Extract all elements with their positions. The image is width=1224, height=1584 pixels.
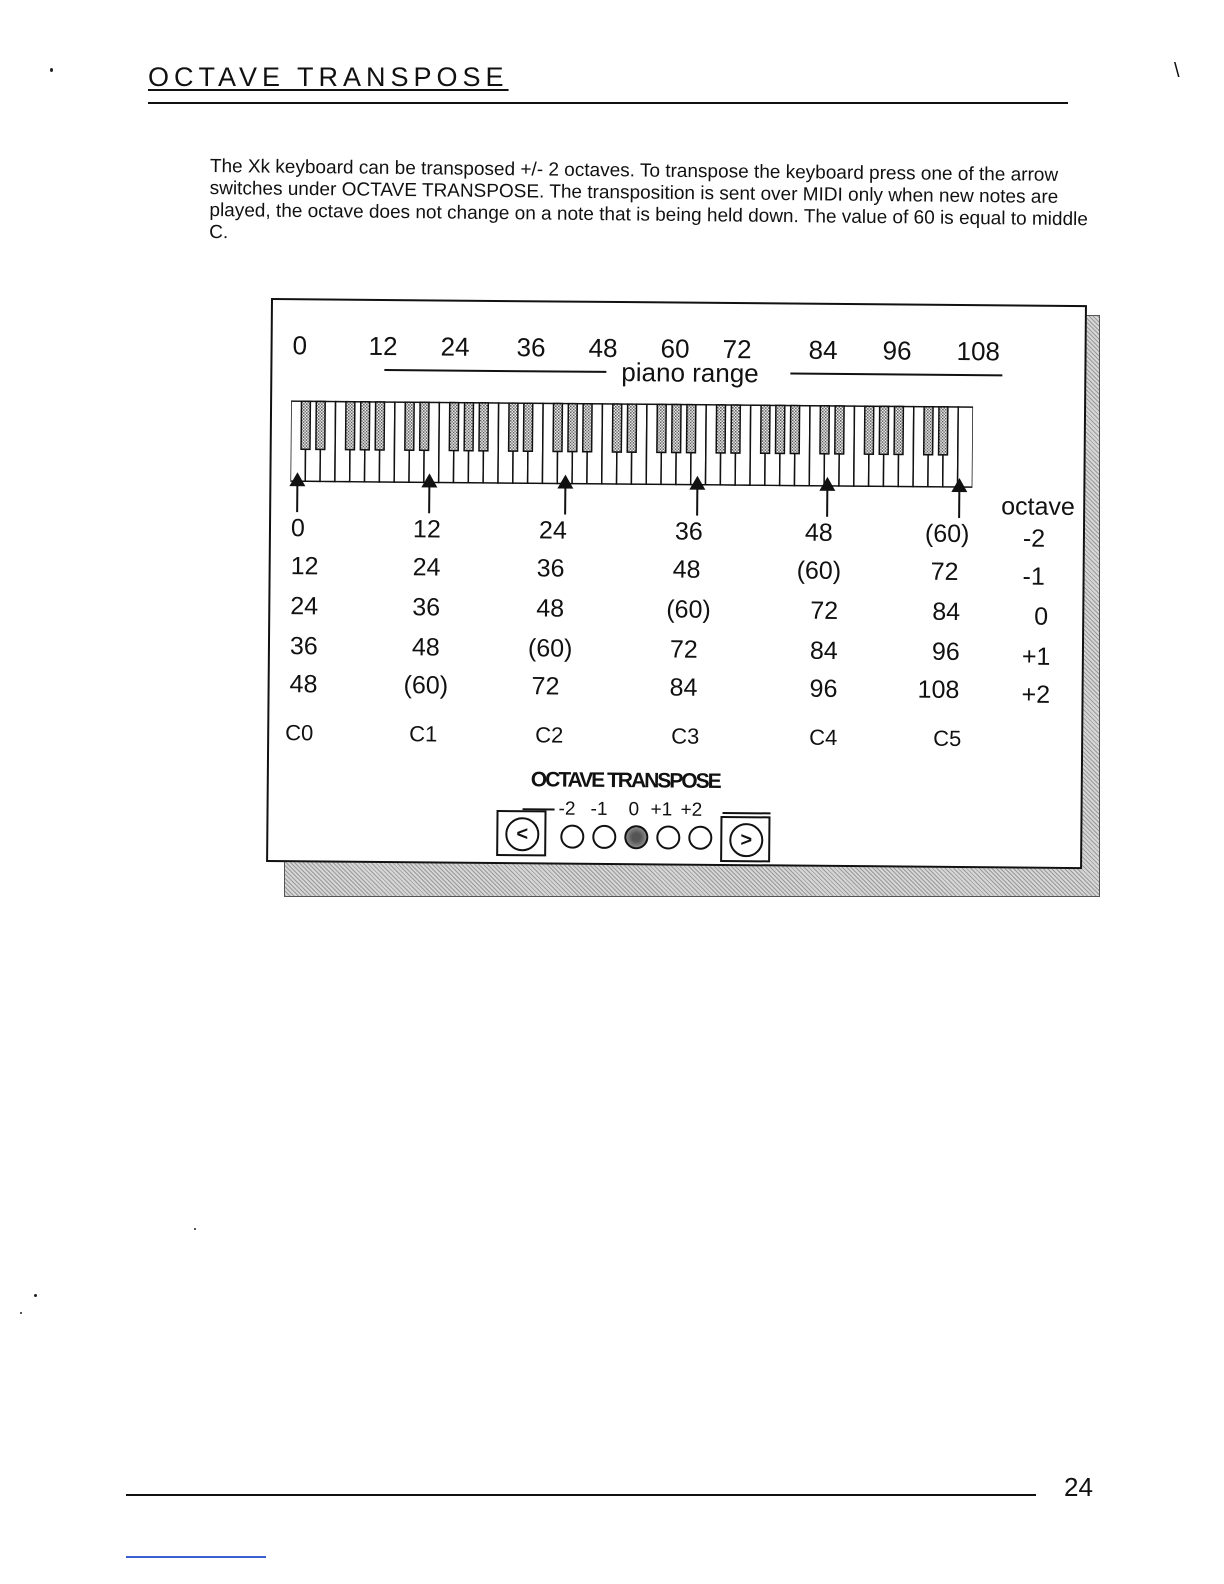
octave-led <box>688 826 712 850</box>
table-cell: 96 <box>931 637 960 667</box>
black-key <box>657 404 666 452</box>
position-label: -2 <box>558 798 576 820</box>
table-cell: 72 <box>669 635 698 664</box>
black-key <box>523 403 532 451</box>
arrow-up-icon <box>817 477 837 517</box>
octave-led <box>656 825 680 849</box>
octave-value: -1 <box>1022 562 1045 591</box>
position-bracket-right <box>723 812 771 814</box>
black-key <box>761 405 770 453</box>
black-key <box>301 401 310 449</box>
piano-range-label: piano range <box>621 357 759 389</box>
black-key <box>864 406 873 454</box>
table-cell: 48 <box>411 633 440 662</box>
keyboard-graphic <box>290 400 973 488</box>
chevron-right-icon: > <box>729 823 763 857</box>
note-label: C4 <box>809 724 838 750</box>
black-key <box>612 404 621 452</box>
note-label: C3 <box>671 723 700 749</box>
white-key <box>958 407 974 487</box>
scale-label: 48 <box>588 332 618 364</box>
table-cell: 12 <box>290 552 319 581</box>
table-cell: 48 <box>672 555 701 584</box>
octave-led <box>560 825 584 849</box>
black-key <box>375 402 384 450</box>
black-key <box>360 402 369 450</box>
scan-speck <box>34 1294 37 1297</box>
table-cell: 96 <box>809 674 838 703</box>
octave-value: -2 <box>1022 524 1046 553</box>
position-label: -1 <box>590 798 608 820</box>
arrow-up-icon <box>949 478 969 518</box>
note-label: C5 <box>933 725 962 752</box>
black-key <box>405 402 414 450</box>
table-cell: 24 <box>290 592 319 621</box>
table-cell: 12 <box>412 515 441 544</box>
intro-paragraph: The Xk keyboard can be transposed +/- 2 octaves. To transpose the keyboard press one of the arrow switches under OCTAVE TRANSPOSE. The transposition is sent over MIDI only when new notes are played, the octave does not change on a note that is being held down. The value of 60 is equal to middle C. <box>209 156 1088 244</box>
table-cell: 72 <box>810 596 839 625</box>
black-key <box>420 402 429 450</box>
arrow-up-icon <box>419 473 439 513</box>
position-label: +2 <box>680 799 703 821</box>
black-key <box>672 405 681 453</box>
octave-value: 0 <box>1034 602 1049 631</box>
scale-label: 12 <box>368 330 398 362</box>
scale-label: 72 <box>722 333 752 365</box>
octave-up-button[interactable] <box>720 816 770 862</box>
black-key <box>775 405 784 453</box>
octave-down-button[interactable] <box>496 810 546 856</box>
black-key <box>731 405 740 453</box>
black-key <box>820 406 829 454</box>
table-cell: 72 <box>531 672 560 701</box>
arrow-up-icon <box>687 476 707 516</box>
scale-label: 36 <box>516 332 546 363</box>
table-cell: 48 <box>804 518 833 547</box>
table-cell: 108 <box>917 675 960 705</box>
black-key <box>790 406 799 454</box>
table-cell: 36 <box>289 632 318 661</box>
black-key <box>479 403 488 451</box>
black-key <box>939 407 948 455</box>
note-label: C0 <box>285 720 314 746</box>
scale-label: 84 <box>808 334 838 365</box>
piano-range-line-right <box>790 373 1002 377</box>
black-key <box>316 401 325 449</box>
table-cell: 36 <box>536 554 565 583</box>
scale-label: 60 <box>660 333 690 364</box>
scale-label: 96 <box>882 335 912 366</box>
table-cell: 24 <box>412 553 441 582</box>
black-key <box>627 404 636 452</box>
position-label: 0 <box>628 799 640 821</box>
table-cell: (60) <box>924 519 970 549</box>
table-cell: 72 <box>930 557 959 587</box>
note-label: C1 <box>409 721 438 747</box>
scan-speck <box>194 1228 196 1230</box>
scale-label: 108 <box>956 335 1001 367</box>
octave-diagram <box>266 298 1087 869</box>
note-label: C2 <box>535 722 564 748</box>
black-key <box>346 402 355 450</box>
table-cell: 0 <box>290 514 306 543</box>
scale-label: 24 <box>440 331 470 362</box>
table-cell: 36 <box>674 517 703 546</box>
black-key <box>716 405 725 453</box>
black-key <box>553 403 562 451</box>
scale-label: 0 <box>292 330 308 361</box>
table-cell: (60) <box>796 556 842 585</box>
octave-value: +1 <box>1021 642 1051 671</box>
black-key <box>568 404 577 452</box>
piano-range-line-left <box>384 369 606 373</box>
octave-led <box>592 825 616 849</box>
black-key <box>449 403 458 451</box>
black-key <box>924 407 933 455</box>
black-key <box>464 403 473 451</box>
table-cell: 36 <box>412 593 441 622</box>
table-cell: 24 <box>538 516 567 545</box>
octave-value: +2 <box>1021 680 1051 709</box>
scan-speck <box>20 1312 22 1314</box>
table-cell: 84 <box>932 597 961 627</box>
table-cell: (60) <box>527 634 573 663</box>
scan-speck <box>50 68 53 72</box>
black-key <box>879 406 888 454</box>
title-rule <box>148 102 1068 104</box>
scan-edge-line <box>126 1556 266 1558</box>
table-cell: 84 <box>809 636 838 665</box>
octave-transpose-label: OCTAVE TRANSPOSE <box>530 768 720 793</box>
table-cell: (60) <box>666 595 711 624</box>
arrow-up-icon <box>555 474 575 514</box>
table-cell: 48 <box>536 594 565 623</box>
arrow-up-icon <box>287 472 307 512</box>
position-label: +1 <box>650 799 673 821</box>
black-key <box>894 406 903 454</box>
footer-rule <box>126 1494 1036 1496</box>
black-key <box>509 403 518 451</box>
page-number: 24 <box>1064 1472 1093 1502</box>
chevron-left-icon: < <box>505 817 539 851</box>
table-cell: 48 <box>289 670 318 699</box>
octave-column-header: octave <box>1001 492 1076 522</box>
octave-led-active <box>624 825 648 849</box>
black-key <box>835 406 844 454</box>
black-key <box>687 405 696 453</box>
table-cell: (60) <box>403 671 449 700</box>
table-cell: 84 <box>669 673 698 702</box>
black-key <box>583 404 592 452</box>
page-title: OCTAVE TRANSPOSE <box>148 62 509 92</box>
corner-mark: \ <box>1174 60 1180 82</box>
